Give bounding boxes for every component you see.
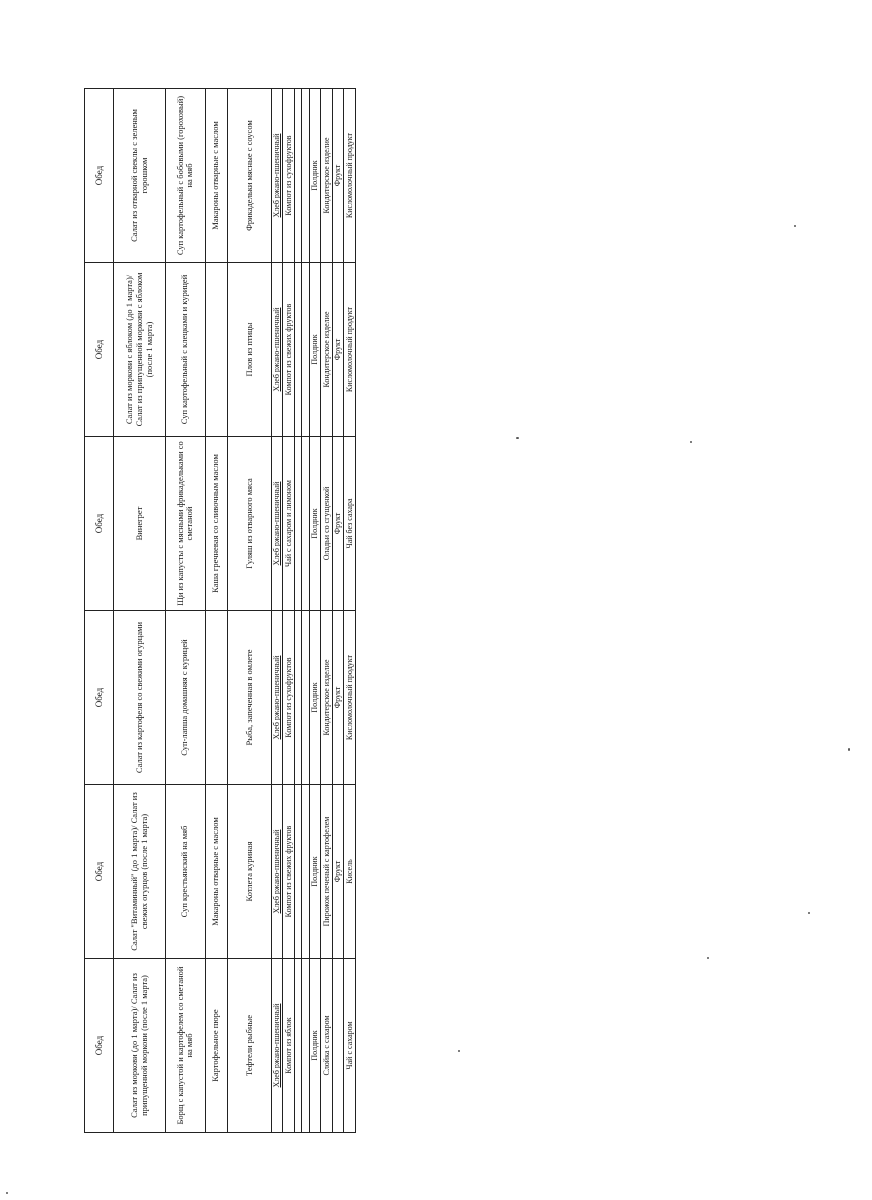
- day1-snack2: [332, 959, 344, 1133]
- day2-snack-title: Полдник: [309, 785, 321, 959]
- day5-snack2: Фрукт: [332, 263, 344, 437]
- table-row-main: [227, 89, 271, 1133]
- scan-speck: [808, 912, 810, 914]
- scan-speck: [6, 1192, 8, 1194]
- day6-snack2: Фрукт: [332, 89, 344, 263]
- day5-drink: Компот из свежих фруктов: [283, 263, 295, 437]
- table-row-drink: [283, 89, 295, 1133]
- table-row-garnish: [205, 89, 227, 1133]
- day3-snack-title: Полдник: [309, 611, 321, 785]
- day2-soup: Суп крестьянский на мяб: [165, 785, 205, 959]
- menu-table-rotated: [84, 88, 356, 1133]
- day2-bread: Хлеб ржано-пшеничный: [271, 785, 283, 959]
- day3-drink: Компот из сухофруктов: [283, 611, 295, 785]
- table-row-soup: [165, 89, 205, 1133]
- day4-header: Обед: [85, 437, 114, 611]
- day6-snack-title: Полдник: [309, 89, 321, 263]
- day4-salad: Винегрет: [114, 437, 165, 611]
- day3-snack1: Кондитерское изделие: [321, 611, 333, 785]
- table-row-snack1: [321, 89, 333, 1133]
- day3-bread: Хлеб ржано-пшеничный: [271, 611, 283, 785]
- day5-header: Обед: [85, 263, 114, 437]
- day5-garnish: [205, 263, 227, 437]
- day1-garnish: Картофельное пюре: [205, 959, 227, 1133]
- day6-snack1: Кондитерское изделие: [321, 89, 333, 263]
- day6-soup: Суп картофельный с бобовыми (гороховый) на мяб: [165, 89, 205, 263]
- day3-garnish: [205, 611, 227, 785]
- day5-snack-title: Полдник: [309, 263, 321, 437]
- table-row-snack3: [344, 89, 356, 1133]
- day6-salad: Салат из отварной свеклы с зеленым горошком: [114, 89, 165, 263]
- day5-salad: Салат из моркови с яблоком (до 1 марта)/ Салат из припущенной моркови с яблоком (после 1 марта): [114, 263, 165, 437]
- day2-garnish: Макароны отварные с маслом: [205, 785, 227, 959]
- day1-bread: Хлеб ржано-пшеничный: [271, 959, 283, 1133]
- day1-salad: Салат из моркови (до 1 марта)/ Салат из припущенной моркови (после 1 марта): [114, 959, 165, 1133]
- day4-snack3: Чай без сахара: [344, 437, 356, 611]
- day3-snack3: Кисломолочный продукт: [344, 611, 356, 785]
- table-row-bread: [271, 89, 283, 1133]
- day5-main: Плов из птицы: [227, 263, 271, 437]
- day5-soup: Суп картофельный с клецками и курицей: [165, 263, 205, 437]
- day4-snack-title: Полдник: [309, 437, 321, 611]
- scan-speck: [794, 225, 796, 227]
- table-row-spacer: [295, 89, 302, 1133]
- day4-garnish: Каша гречневая со сливочным маслом: [205, 437, 227, 611]
- day2-drink: Компот из свежих фруктов: [283, 785, 295, 959]
- day2-salad: Салат "Витаминный" (до 1 марта)/ Салат из свежих огурцов (после 1 марта): [114, 785, 165, 959]
- day1-snack3: Чай с сахаром: [344, 959, 356, 1133]
- day4-main: Гуляш из отварного мяса: [227, 437, 271, 611]
- table-row-snack2: [332, 89, 344, 1133]
- day5-snack1: Кондитерское изделие: [321, 263, 333, 437]
- day6-snack3: Кисломолочный продукт: [344, 89, 356, 263]
- day4-drink: Чай с сахаром и лимоном: [283, 437, 295, 611]
- day2-main: Котлета куриная: [227, 785, 271, 959]
- day2-snack3: Кисель: [344, 785, 356, 959]
- day3-main: Рыба, запеченная в омлете: [227, 611, 271, 785]
- day6-header: Обед: [85, 89, 114, 263]
- day1-drink: Компот из яблок: [283, 959, 295, 1133]
- day1-snack1: Слойка с сахаром: [321, 959, 333, 1133]
- day6-bread: Хлеб ржано-пшеничный: [271, 89, 283, 263]
- table-row-spacer: [302, 89, 309, 1133]
- scan-speck: [458, 1050, 460, 1052]
- day3-header: Обед: [85, 611, 114, 785]
- scan-speck: [848, 748, 850, 751]
- day2-snack2: Фрукт: [332, 785, 344, 959]
- day1-soup: Борщ с капустой и картофелем со сметаной на мяб: [165, 959, 205, 1133]
- day4-snack2: Фрукт: [332, 437, 344, 611]
- day1-main: Тефтели рыбные: [227, 959, 271, 1133]
- day5-snack3: Кисломолочный продукт: [344, 263, 356, 437]
- day6-garnish: Макароны отварные с маслом: [205, 89, 227, 263]
- scan-speck: [690, 441, 692, 443]
- day1-header: Обед: [85, 959, 114, 1133]
- table-row-header: [85, 89, 114, 1133]
- day3-soup: Суп-лапша домашняя с курицей: [165, 611, 205, 785]
- table-row-salad: [114, 89, 165, 1133]
- day4-snack1: Оладьи со сгущенкой: [321, 437, 333, 611]
- scan-speck: [707, 957, 709, 959]
- day3-salad: Салат из картофеля со свежими огурцами: [114, 611, 165, 785]
- day4-soup: Щи из капусты с мясными фрикадельками со сметаной: [165, 437, 205, 611]
- day6-main: Фрикадельки мясные с соусом: [227, 89, 271, 263]
- day4-bread: Хлеб ржано-пшеничный: [271, 437, 283, 611]
- menu-table: [84, 88, 356, 1133]
- day2-header: Обед: [85, 785, 114, 959]
- day3-snack2: Фрукт: [332, 611, 344, 785]
- day5-bread: Хлеб ржано-пшеничный: [271, 263, 283, 437]
- table-row-snack-title: [309, 89, 321, 1133]
- scan-speck: [516, 437, 519, 439]
- day1-snack-title: Полдник: [309, 959, 321, 1133]
- day6-drink: Компот из сухофруктов: [283, 89, 295, 263]
- day2-snack1: Пирожок печеный с картофелем: [321, 785, 333, 959]
